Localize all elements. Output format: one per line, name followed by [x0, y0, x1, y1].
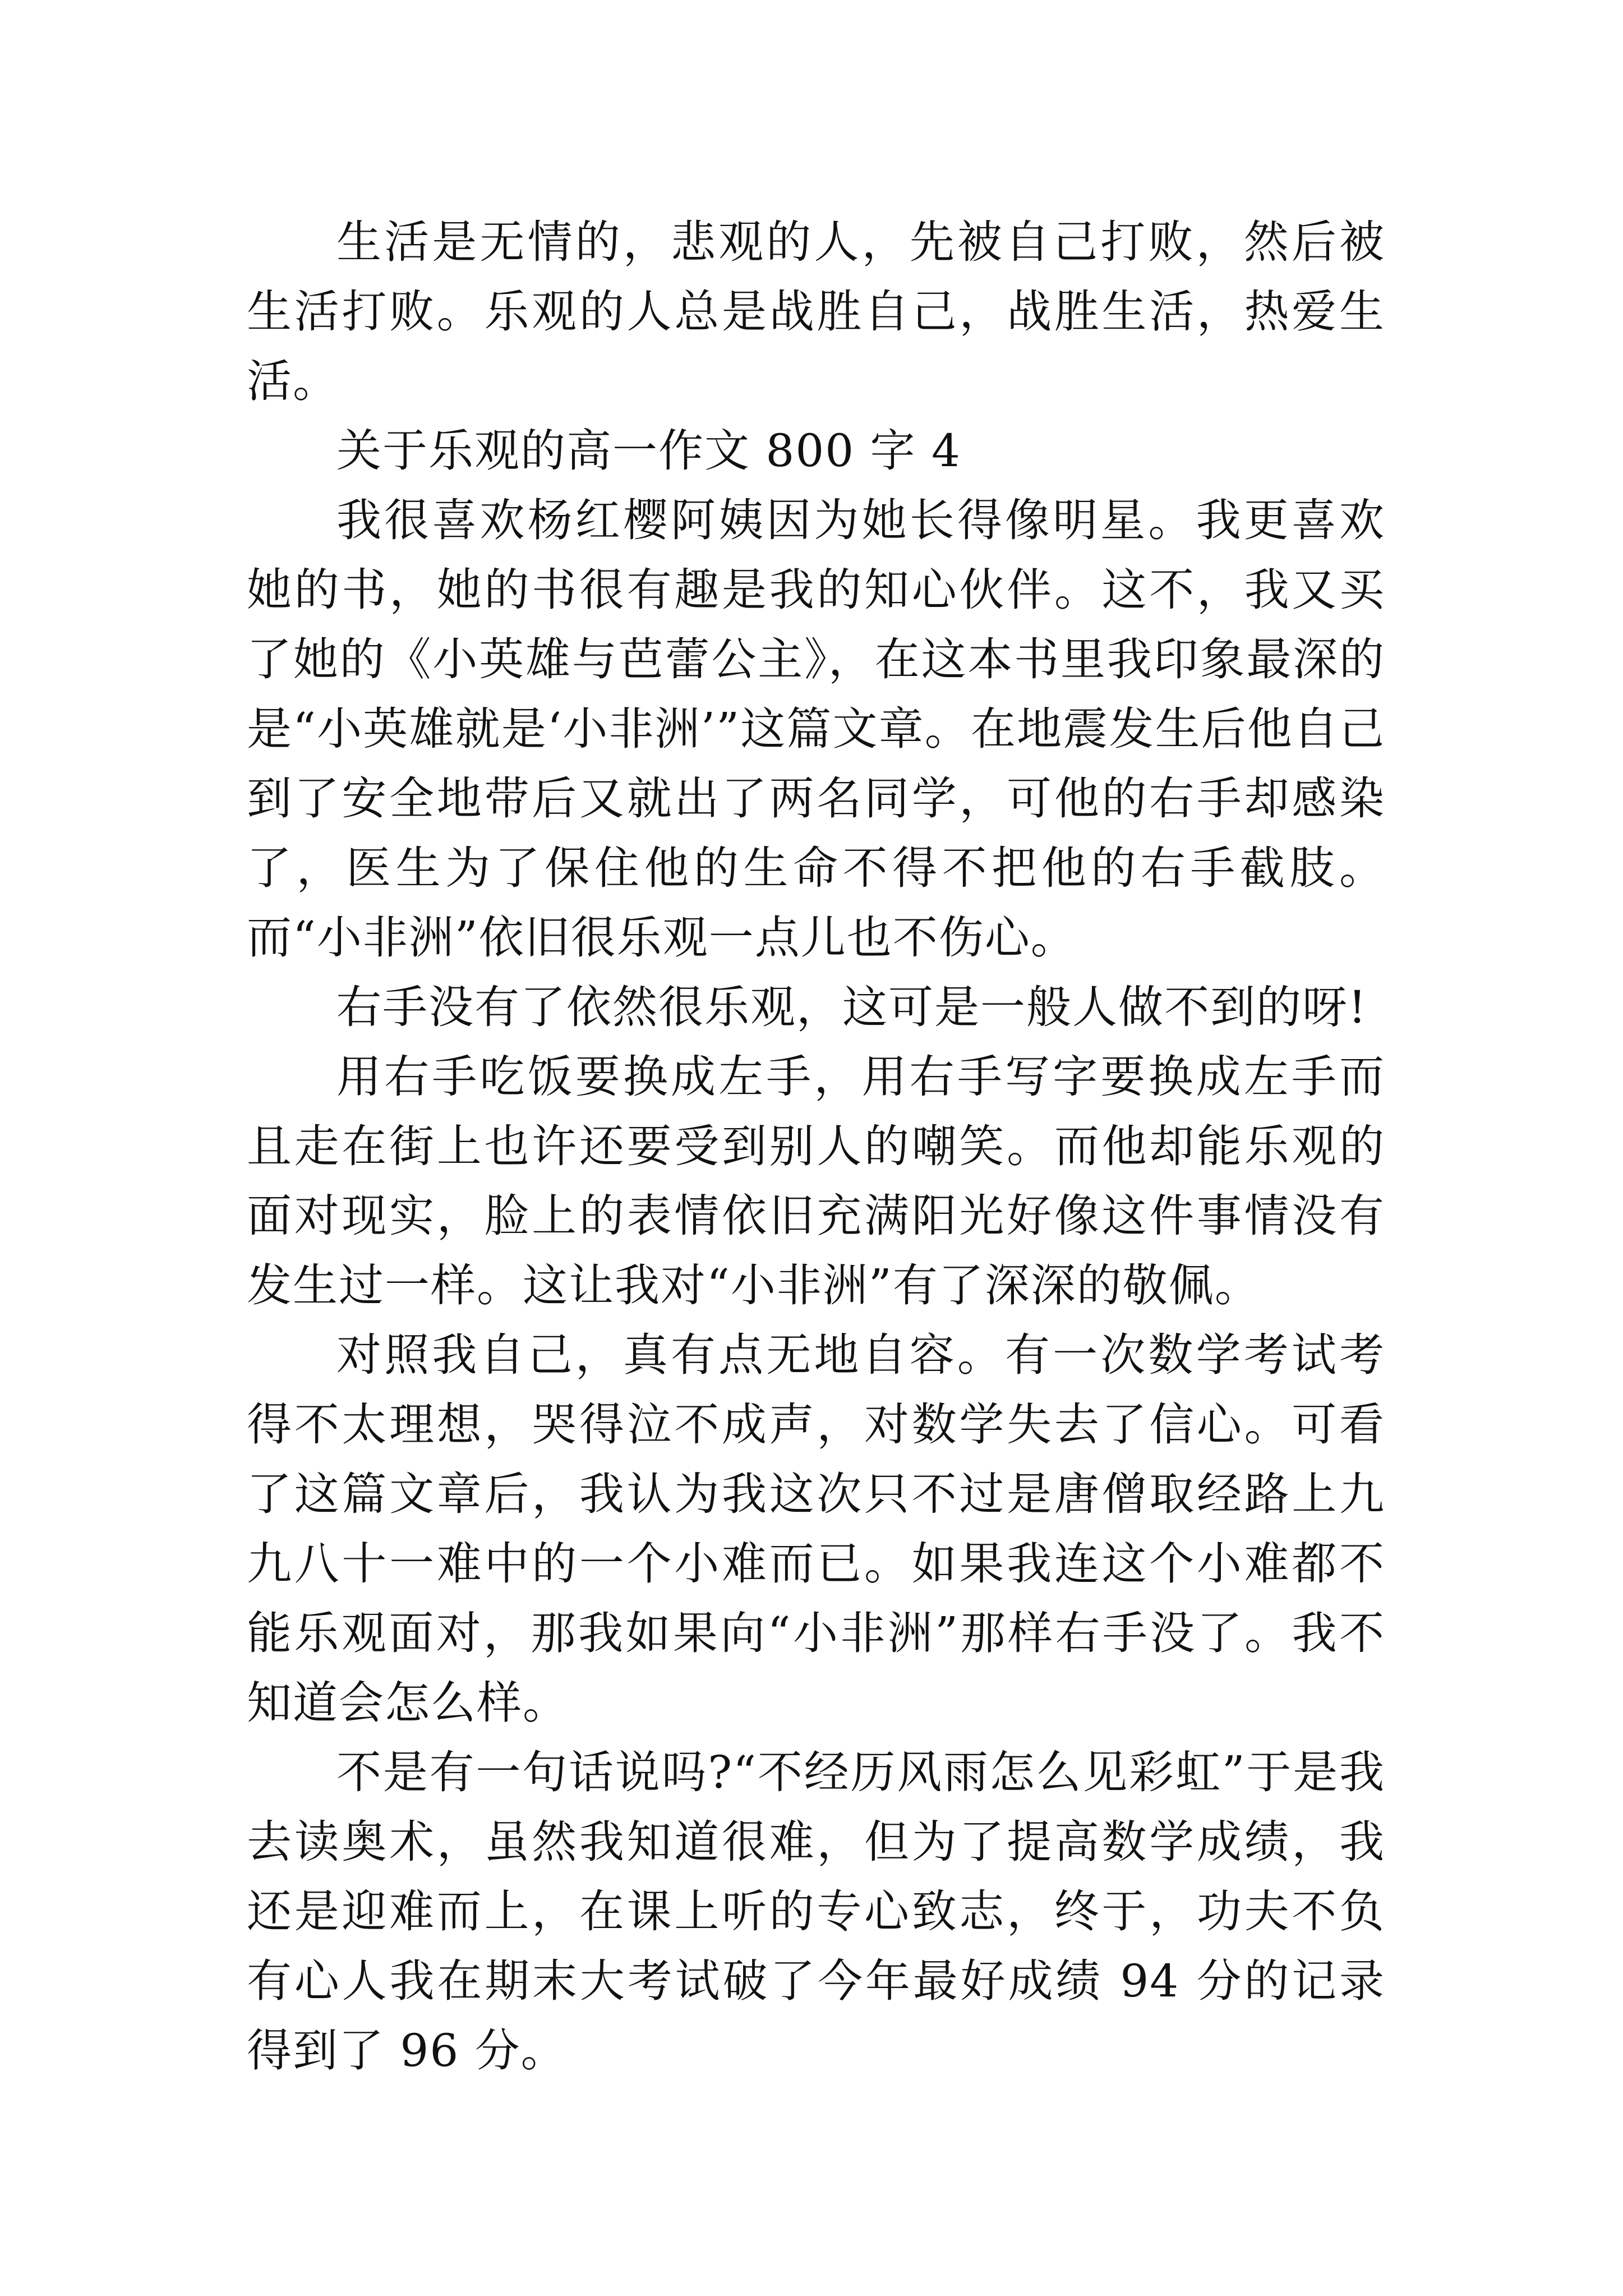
paragraph-6: 不是有一句话说吗?“不经历风雨怎么见彩虹”于是我去读奥术，虽然我知道很难，但为了提高数学成绩，我还是迎难而上，在课上听的专心致志，终于，功夫不负有心人我在期末大考试破了今年最好成绩 94 分的记录得到了 96 分。 — [247, 1746, 1385, 2077]
paragraph-5: 对照我自己，真有点无地自容。有一次数学考试考得不太理想，哭得泣不成声，对数学失去了信心。可看了这篇文章后，我认为我这次只不过是唐僧取经路上九九八十一难中的一个小难而已。如果我连这个小难都不能乐观面对，那我如果向“小非洲”那样右手没了。我不知道会怎么样。 — [247, 1329, 1385, 1729]
paragraph-4: 用右手吃饭要换成左手，用右手写字要换成左手而且走在街上也许还要受到别人的嘲笑。而他却能乐观的面对现实，脸上的表情依旧充满阳光好像这件事情没有发生过一样。这让我对“小非洲”有了深深的敬佩。 — [247, 1051, 1385, 1312]
paragraph-2: 我很喜欢杨红樱阿姨因为她长得像明星。我更喜欢她的书，她的书很有趣是我的知心伙伴。这不，我又买了她的《小英雄与芭蕾公主》，在这本书里我印象最深的是“小英雄就是‘小非洲’”这篇文章。在地震发生后他自己到了安全地带后又就出了两名同学，可他的右手却感染了，医生为了保住他的生命不得不把他的右手截肢。而“小非洲”依旧很乐观一点儿也不伤心。 — [247, 494, 1385, 964]
paragraph-1: 生活是无情的，悲观的人，先被自己打败，然后被生活打败。乐观的人总是战胜自己，战胜生活，热爱生活。 — [247, 216, 1385, 407]
section-heading: 关于乐观的高一作文 800 字 4 — [336, 425, 961, 477]
paragraph-3: 右手没有了依然很乐观，这可是一般人做不到的呀! — [336, 981, 1368, 1033]
document-body — [247, 208, 1385, 2086]
